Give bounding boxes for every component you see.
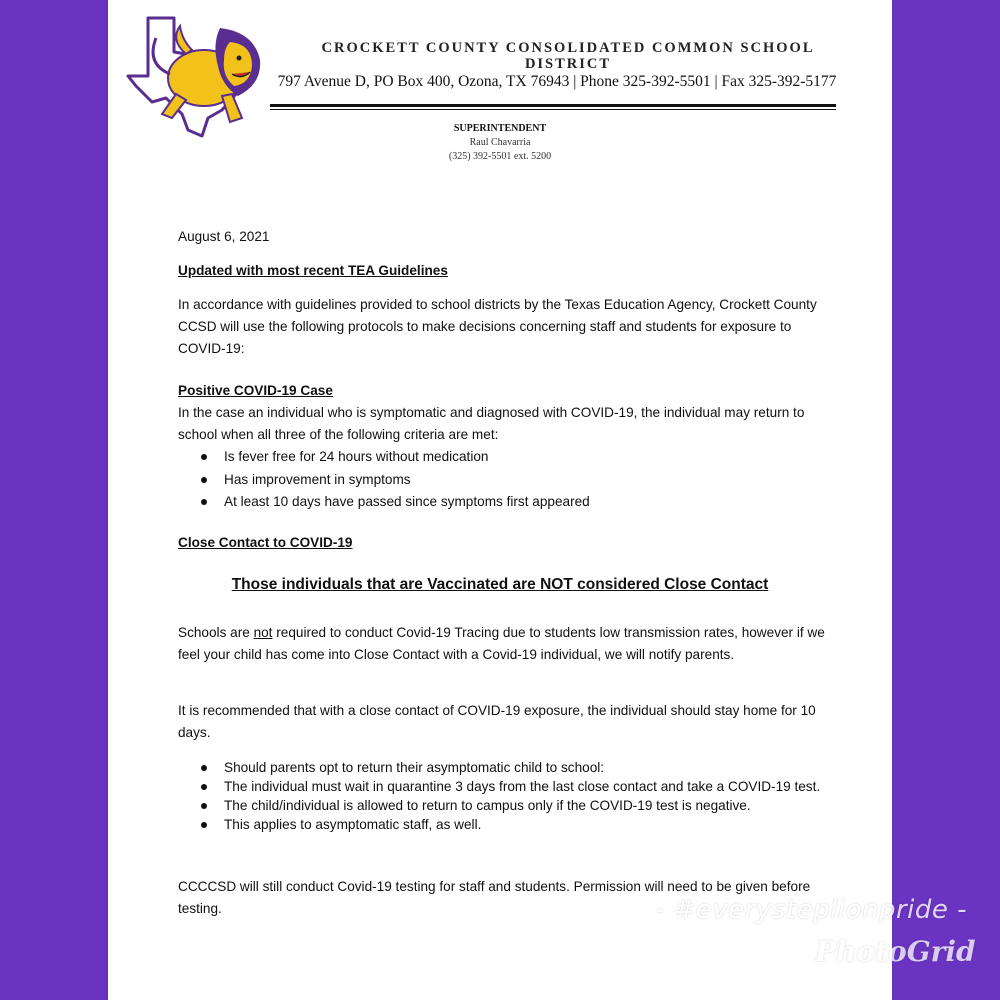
superintendent-phone: (325) 392-5501 ext. 5200 <box>448 151 552 162</box>
superintendent-name: Raul Chavarria <box>469 137 531 148</box>
positive-case-heading: Positive COVID-19 Case <box>178 383 333 398</box>
list-item: At least 10 days have passed since symptoms first appeared <box>198 491 838 514</box>
return-conditions-list <box>198 758 838 834</box>
tracing-paragraph <box>178 622 838 666</box>
tracing-not-emphasis: not <box>253 625 273 640</box>
superintendent-title: SUPERINTENDENT <box>453 123 547 134</box>
tracing-text-after: required to conduct Covid-19 Tracing due to students low transmission rates, however if we feel your child has come into Close Contact with a Covid-19 individual, we will notify parents. <box>178 625 825 662</box>
letterhead-rule-thin <box>270 109 836 110</box>
hashtag-watermark: - #everysteplionpride - <box>655 895 968 925</box>
list-item: Should parents opt to return their asymptomatic child to school: <box>198 758 838 777</box>
list-item: The child/individual is allowed to return to campus only if the COVID-19 test is negative. <box>198 796 838 815</box>
district-address: 797 Avenue D, PO Box 400, Ozona, TX 76943 | Phone 325-392-5501 | Fax 325-392-5177 <box>277 73 837 90</box>
list-item: Has improvement in symptoms <box>198 469 838 492</box>
list-item: This applies to asymptomatic staff, as well. <box>198 815 838 834</box>
list-item: Is fever free for 24 hours without medication <box>198 446 838 469</box>
letterhead-rule-thick <box>270 104 836 107</box>
positive-criteria-list <box>198 446 838 514</box>
intro-paragraph: In accordance with guidelines provided to school districts by the Texas Education Agency, Crockett County CCSD will use the following protocols to make decisions concerning staff and students for exposure to COVID-19: <box>178 297 817 356</box>
photogrid-watermark: PhotoGrid <box>815 935 976 968</box>
recommend-paragraph: It is recommended that with a close contact of COVID-19 exposure, the individual should stay home for 10 days. <box>178 703 816 740</box>
positive-case-text: In the case an individual who is symptomatic and diagnosed with COVID-19, the individual may return to school when all three of the following criteria are met: <box>178 405 805 442</box>
vaccinated-notice: Those individuals that are Vaccinated are NOT considered Close Contact <box>231 576 769 593</box>
letter-date: August 6, 2021 <box>178 229 270 244</box>
tracing-text-before: Schools are <box>178 625 254 640</box>
letter-page <box>108 0 892 1000</box>
close-contact-heading: Close Contact to COVID-19 <box>178 535 353 550</box>
lion-mascot-logo <box>126 14 266 138</box>
letter-subtitle: Updated with most recent TEA Guidelines <box>178 263 448 278</box>
superintendent-block <box>400 122 600 164</box>
district-name: CROCKETT COUNTY CONSOLIDATED COMMON SCHOOL DISTRICT <box>321 40 815 72</box>
testing-paragraph: CCCCSD will still conduct Covid-19 testing for staff and students. Permission will need to be given before testing. <box>178 879 811 916</box>
list-item: The individual must wait in quarantine 3 days from the last close contact and take a COVID-19 test. <box>198 777 838 796</box>
